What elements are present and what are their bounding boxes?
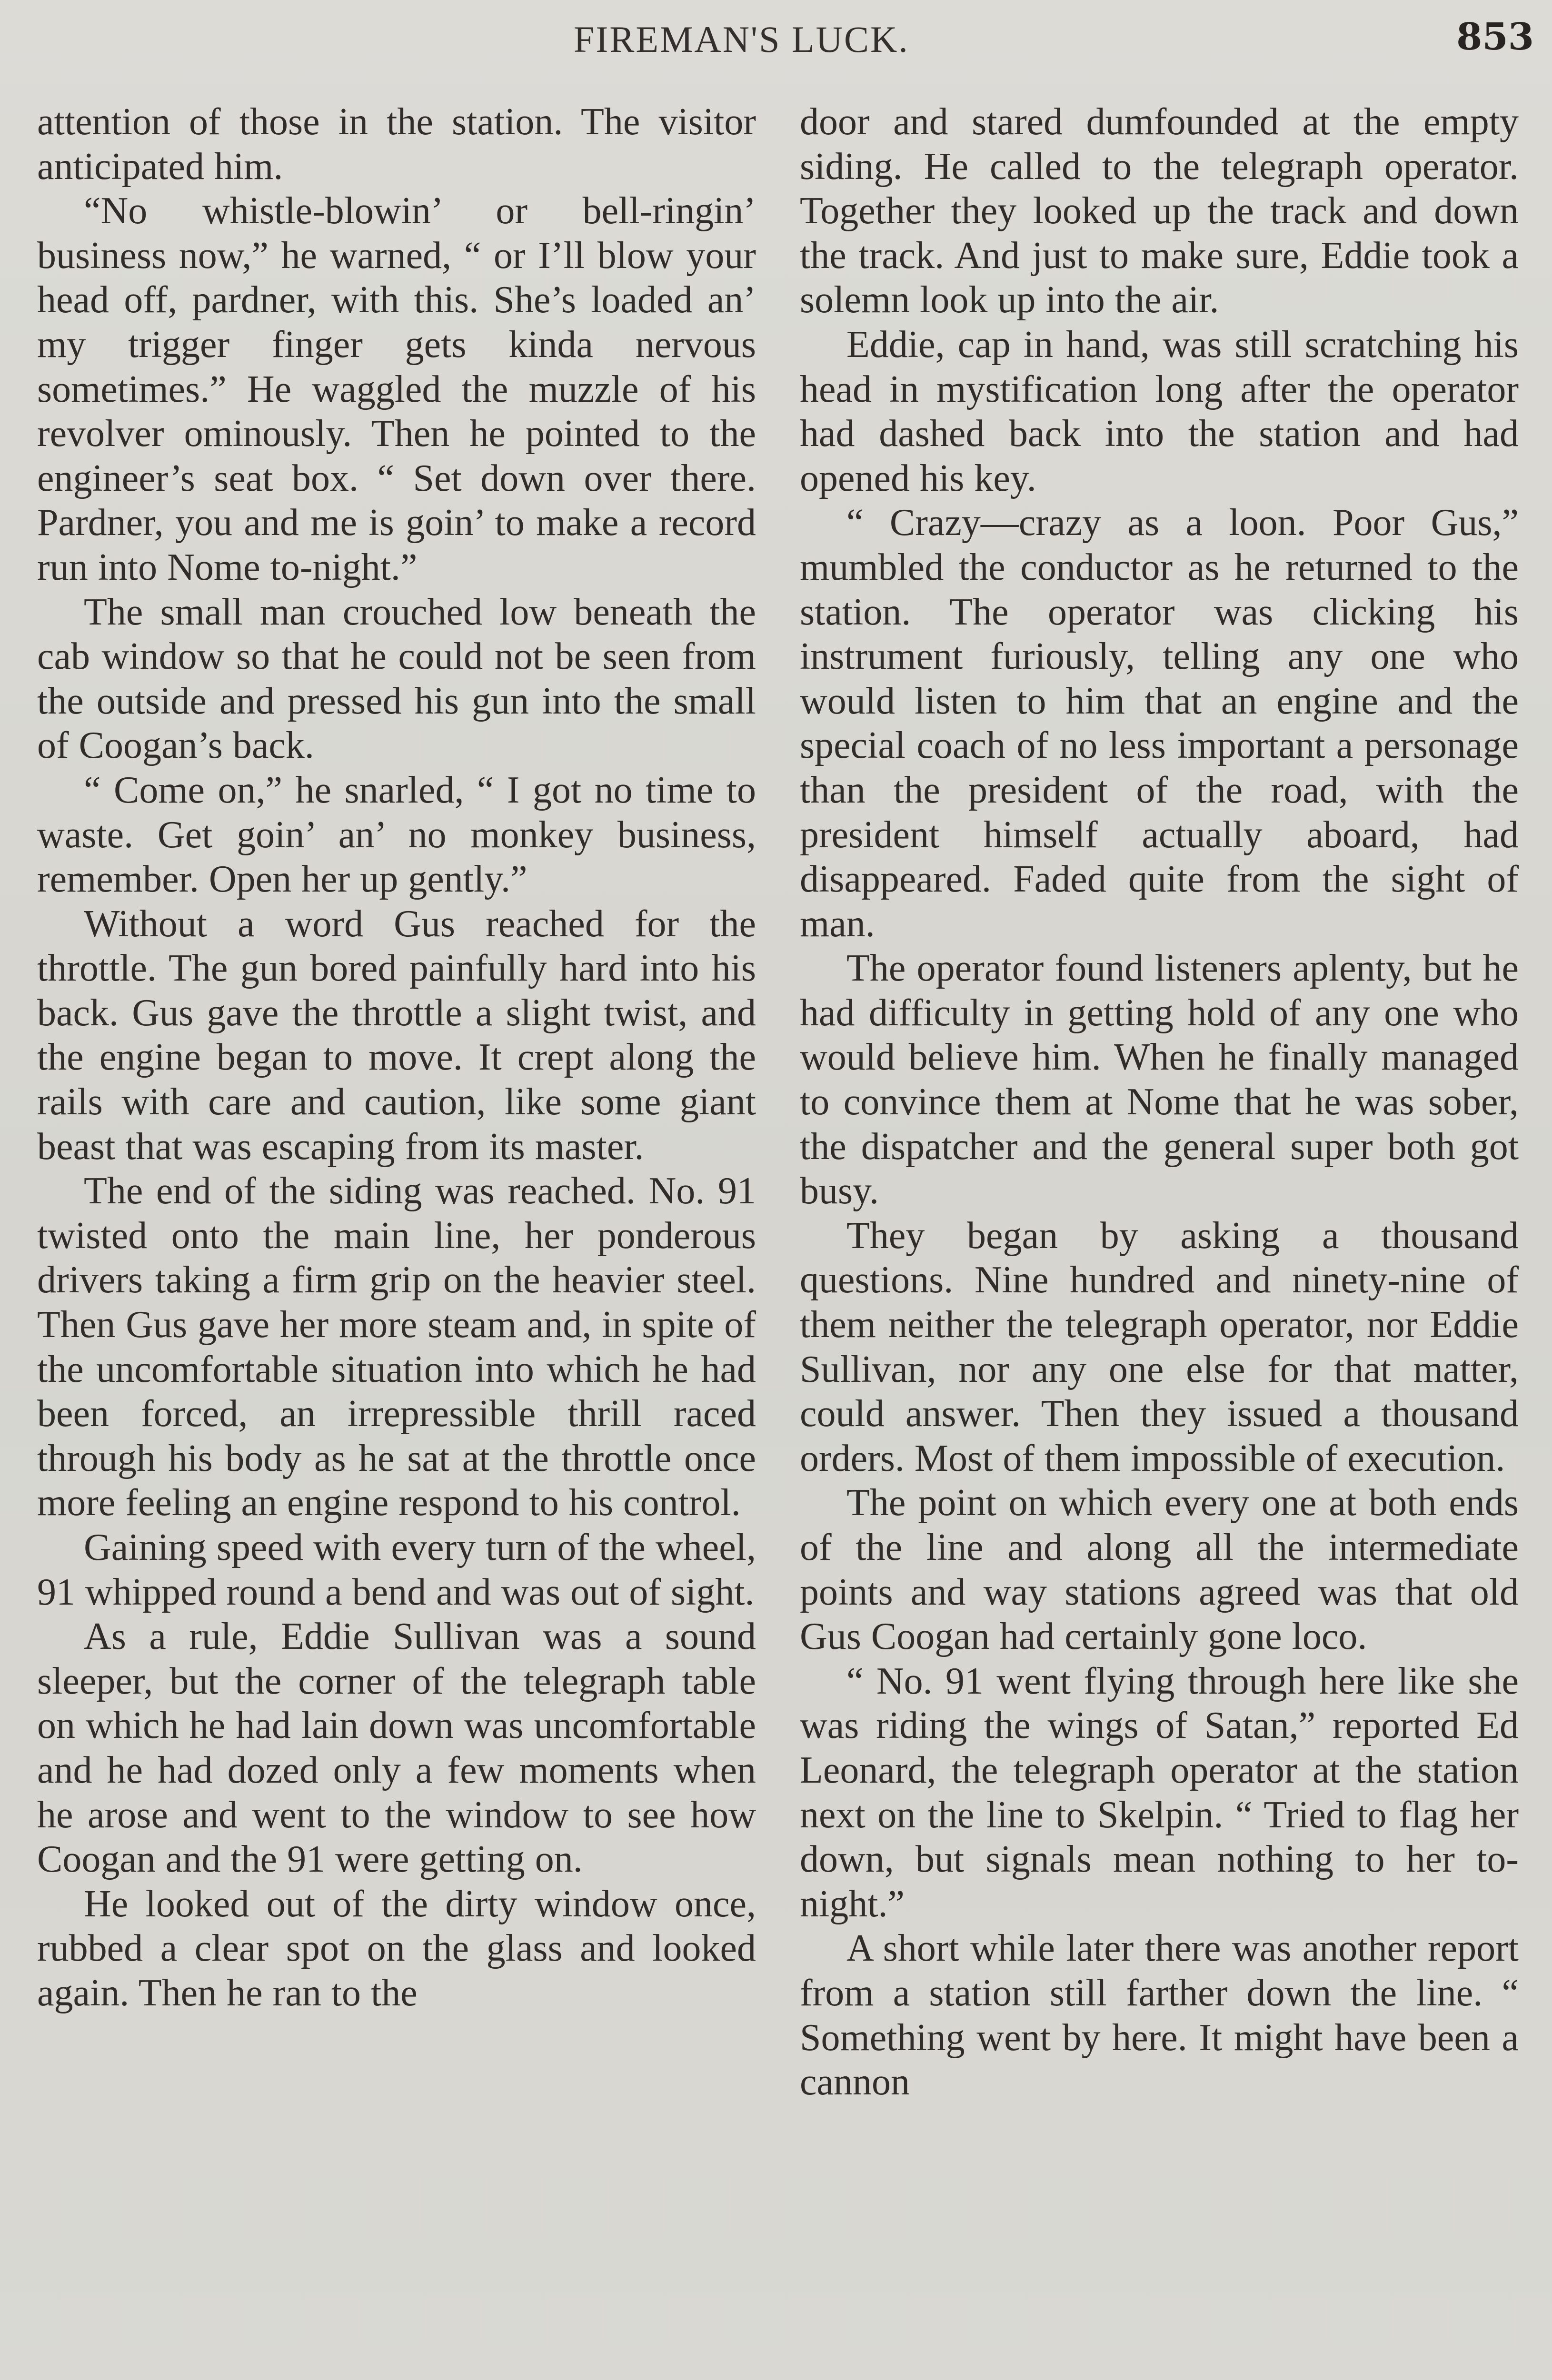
- paragraph: As a rule, Eddie Sullivan was a sound sleeper, but the corner of the telegraph table on which he had lain down was uncomfortable and he had dozed only a few moments when he arose and went to the window to see how Coogan and the 91 were getting on.: [37, 1616, 756, 1881]
- left-column: [37, 100, 756, 2016]
- paragraph: The point on which every one at both ends of the line and along all the intermediate points and way stations agreed was that old Gus Coogan had certainly gone loco.: [800, 1482, 1519, 1658]
- paragraph: Without a word Gus reached for the throttle. The gun bored painfully hard into his back. Gus gave the throttle a slight twist, and the engine began to move. It crept along the rails with care and caution, like some giant beast that was escaping from its master.: [37, 902, 756, 1168]
- paragraph: The operator found listeners aplenty, but he had difficulty in getting hold of any one who would believe him. When he finally managed to convince them at Nome that he was sober, the dispatcher and the general super both got busy.: [800, 947, 1519, 1212]
- paragraph: “ Come on,” he snarled, “ I got no time to waste. Get goin’ an’ no monkey business, remember. Open her up gently.”: [37, 769, 756, 901]
- paragraph: Eddie, cap in hand, was still scratching his head in mystification long after the operator had dashed back into the station and had opened his key.: [800, 323, 1519, 499]
- paragraph: “ No. 91 went flying through here like she was riding the wings of Satan,” reported Ed Leonard, the telegraph operator at the station next on the line to Skelpin. “ Tried to flag her down, but signals mean nothing to her to-night.”: [800, 1660, 1519, 1925]
- page-number: 853: [1456, 15, 1534, 59]
- paragraph: “No whistle-blowin’ or bell-ringin’ business now,” he warned, “ or I’ll blow your head off, pardner, with this. She’s loaded an’ my trigger finger gets kinda nervous sometimes.” He waggled the muzzle of his revolver ominously. Then he pointed to the engineer’s seat box. “ Set down over there. Pardner, you and me is goin’ to make a record run into Nome to-night.”: [37, 190, 756, 588]
- running-title: FIREMAN'S LUCK.: [574, 19, 909, 60]
- paragraph: A short while later there was another report from a station still farther down the line. “ Something went by here. It might have been a cannon: [800, 1927, 1519, 2103]
- paragraph: Gaining speed with every turn of the wheel, 91 whipped round a bend and was out of sight.: [37, 1527, 756, 1613]
- paragraph: The end of the siding was reached. No. 91 twisted onto the main line, her ponderous drivers taking a firm grip on the heavier steel. Then Gus gave her more steam and, in spite of the uncomfortable situation into which he had been forced, an irrepressible thrill raced through his body as he sat at the throttle once more feeling an engine respond to his control.: [37, 1170, 756, 1524]
- paragraph: door and stared dumfounded at the empty siding. He called to the telegraph operator. Together they looked up the track and down the track. And just to make sure, Eddie took a solemn look up into the air.: [800, 101, 1519, 321]
- paragraph: He looked out of the dirty window once, rubbed a clear spot on the glass and looked again. Then he ran to the: [37, 1883, 756, 2014]
- paragraph: attention of those in the station. The visitor anticipated him.: [37, 101, 756, 188]
- right-column: [800, 100, 1519, 2105]
- running-header: [0, 10, 1552, 76]
- paragraph: The small man crouched low beneath the cab window so that he could not be seen from the outside and pressed his gun into the small of Coogan’s back.: [37, 591, 756, 767]
- paragraph: “ Crazy—crazy as a loon. Poor Gus,” mumbled the conductor as he returned to the station. The operator was clicking his instrument furiously, telling any one who would listen to him that an engine and the special coach of no less important a personage than the president of the road, with the president himself actually aboard, had disappeared. Faded quite from the sight of man.: [800, 502, 1519, 945]
- paragraph: They began by asking a thousand questions. Nine hundred and ninety-nine of them neither the telegraph operator, nor Eddie Sullivan, nor any one else for that matter, could answer. Then they issued a thousand orders. Most of them impossible of execution.: [800, 1214, 1519, 1479]
